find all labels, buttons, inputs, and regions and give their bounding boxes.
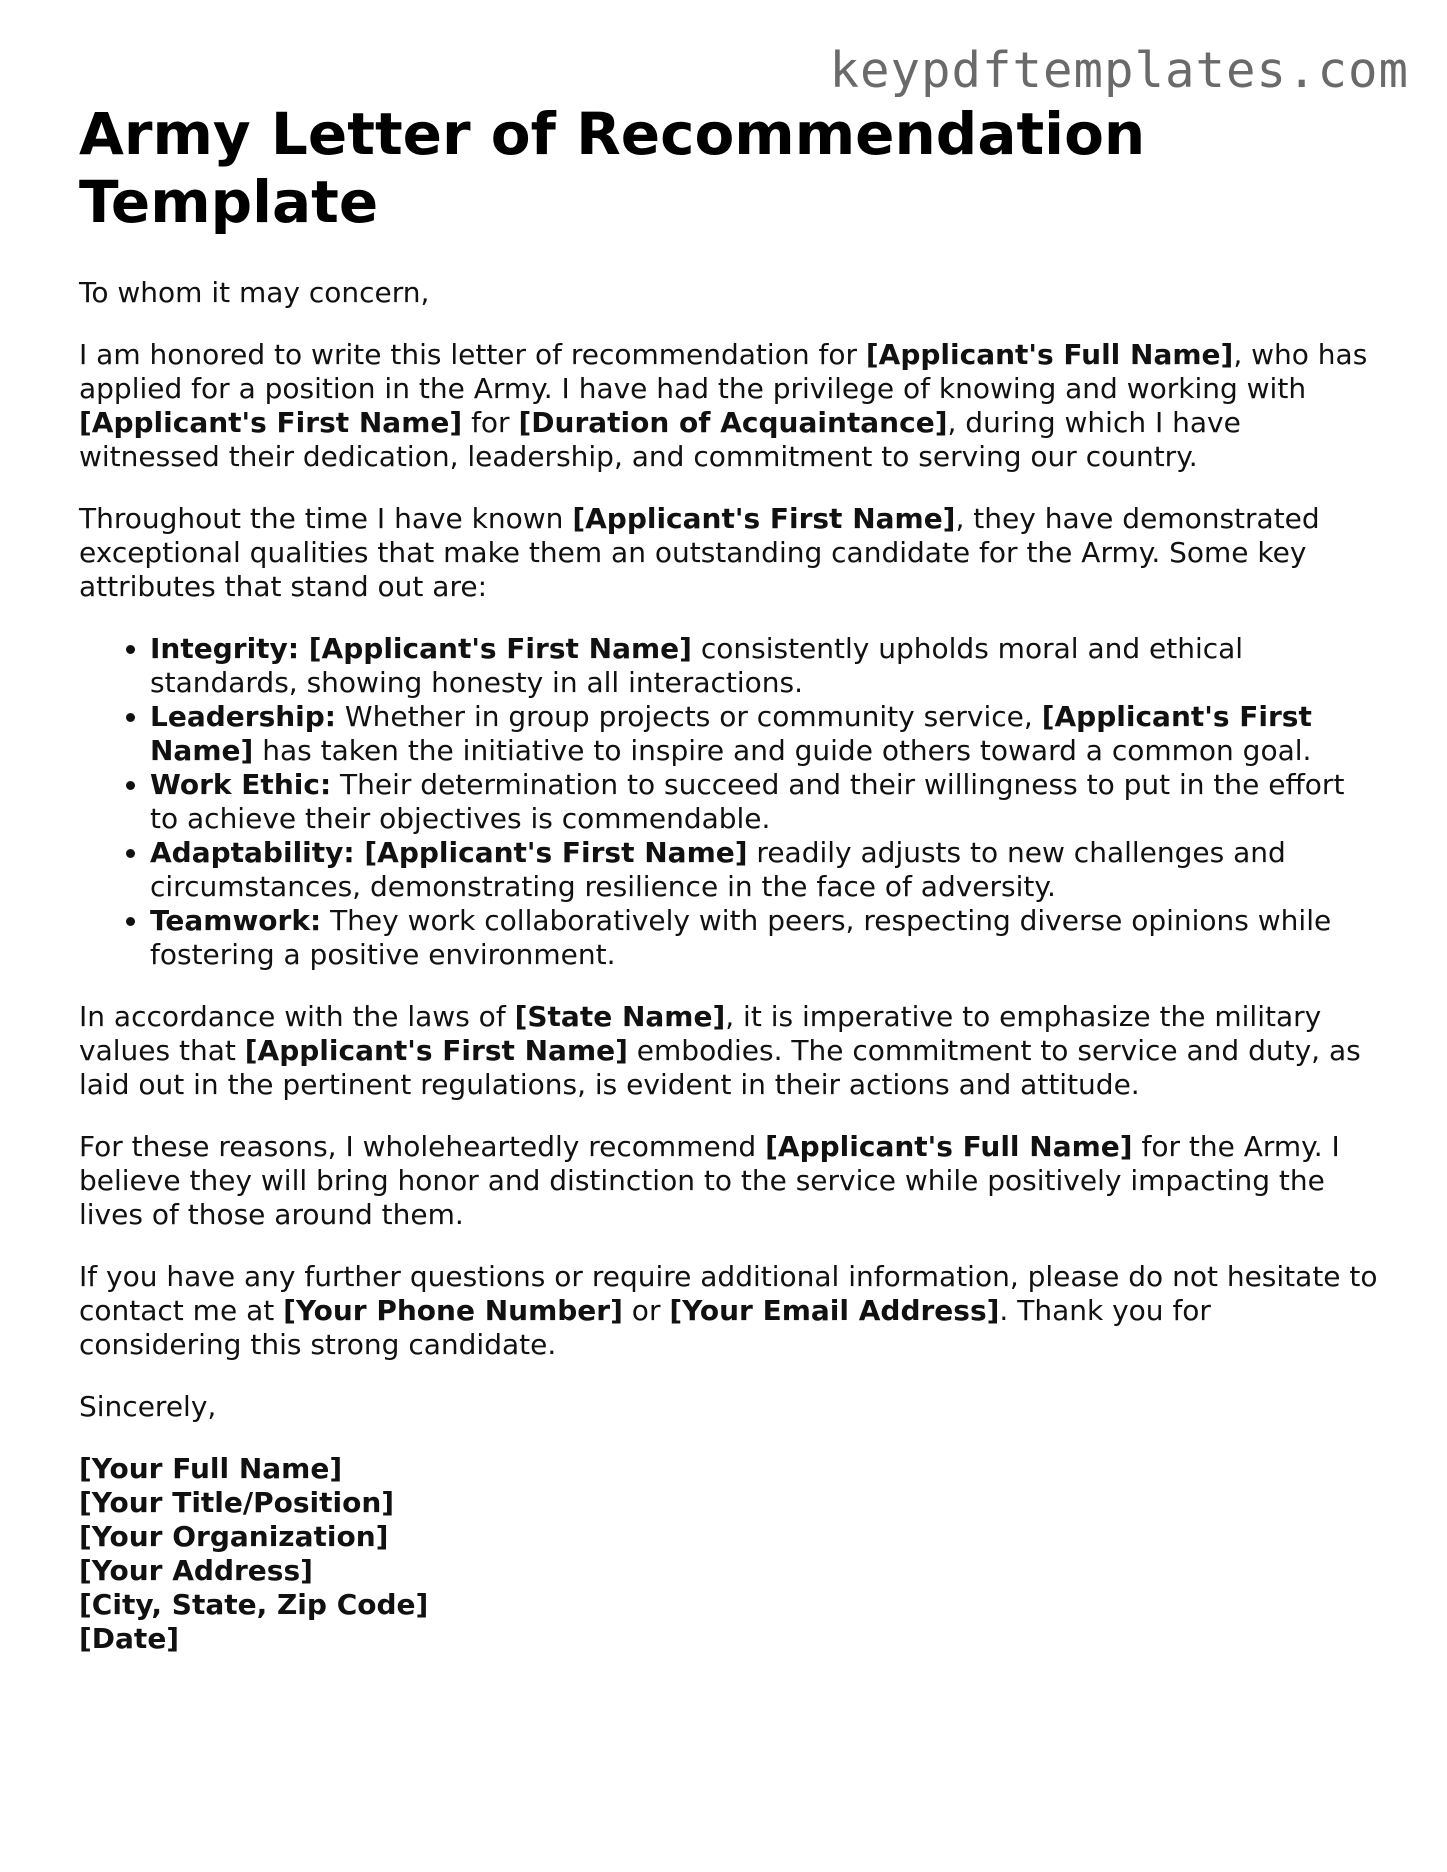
text-run: , they have demonstrated exceptional qualities that make them an outstanding candidate for the Army. Some key attributes that stand out are: bbox=[79, 502, 1320, 603]
text-run: , it is imperative to emphasize the military values that bbox=[79, 1000, 1322, 1067]
list-item bbox=[150, 904, 1379, 972]
text-run: . Thank you for considering this strong candidate. bbox=[79, 1294, 1211, 1361]
paragraph-contact bbox=[79, 1260, 1379, 1362]
letter-page bbox=[79, 100, 1379, 1656]
list-item bbox=[150, 700, 1379, 768]
placeholder-applicant-first-name: [Applicant's First Name] bbox=[354, 836, 748, 869]
paragraph-recommend bbox=[79, 1130, 1379, 1232]
paragraph-qualities bbox=[79, 502, 1379, 604]
paragraph-intro bbox=[79, 338, 1379, 474]
signature-title: [Your Title/Position] bbox=[79, 1486, 395, 1519]
signature-city-state-zip: [City, State, Zip Code] bbox=[79, 1588, 429, 1621]
signature-date: [Date] bbox=[79, 1622, 180, 1655]
salutation: To whom it may concern, bbox=[79, 276, 430, 309]
placeholder-applicant-first-name: [Applicant's First Name] bbox=[79, 406, 463, 439]
attribute-text: Their determination to succeed and their willingness to put in the effort to achieve their objectives is commendable. bbox=[150, 768, 1345, 835]
closing: Sincerely, bbox=[79, 1390, 217, 1423]
attribute-text: has taken the initiative to inspire and guide others toward a common goal. bbox=[253, 734, 1312, 767]
page-title: Army Letter of Recommendation Template bbox=[79, 100, 1146, 236]
text-run: embodies. The commitment to service and duty, as laid out in the pertinent regulations, is evident in their actions and attitude. bbox=[79, 1034, 1361, 1101]
placeholder-applicant-first-name: [Applicant's First Name] bbox=[299, 632, 692, 665]
placeholder-applicant-first-name: [Applicant's First Name] bbox=[150, 700, 1312, 767]
text-run: I am honored to write this letter of recommendation for bbox=[79, 338, 866, 371]
text-run: for bbox=[462, 406, 519, 439]
placeholder-email-address: [Your Email Address] bbox=[669, 1294, 1000, 1327]
signature-address: [Your Address] bbox=[79, 1554, 313, 1587]
attribute-label: Adaptability: bbox=[150, 836, 355, 869]
watermark: keypdftemplates.com bbox=[829, 42, 1409, 99]
text-run: Throughout the time I have known bbox=[79, 502, 573, 535]
placeholder-applicant-first-name: [Applicant's First Name] bbox=[572, 502, 956, 535]
attribute-text: They work collaboratively with peers, respecting diverse opinions while fostering a positive environment. bbox=[150, 904, 1332, 971]
placeholder-duration: [Duration of Acquaintance] bbox=[518, 406, 948, 439]
attribute-list bbox=[79, 632, 1379, 972]
text-run: for the Army. I believe they will bring honor and distinction to the service while positively impacting the lives of those around them. bbox=[79, 1130, 1340, 1231]
list-item bbox=[150, 768, 1379, 836]
list-item bbox=[150, 836, 1379, 904]
attribute-text: Whether in group projects or community service, bbox=[336, 700, 1042, 733]
placeholder-applicant-full-name: [Applicant's Full Name] bbox=[765, 1130, 1133, 1163]
attribute-text: readily adjusts to new challenges and circumstances, demonstrating resilience in the face of adversity. bbox=[150, 836, 1286, 903]
signature-block bbox=[79, 1452, 1379, 1656]
text-run: In accordance with the laws of bbox=[79, 1000, 515, 1033]
text-run: If you have any further questions or require additional information, please do not hesitate to contact me at bbox=[79, 1260, 1378, 1327]
placeholder-phone-number: [Your Phone Number] bbox=[283, 1294, 623, 1327]
placeholder-applicant-full-name: [Applicant's Full Name] bbox=[865, 338, 1234, 371]
list-item bbox=[150, 632, 1379, 700]
attribute-label: Teamwork: bbox=[150, 904, 322, 937]
text-run: For these reasons, I wholeheartedly recommend bbox=[79, 1130, 766, 1163]
placeholder-state-name: [State Name] bbox=[514, 1000, 726, 1033]
attribute-label: Leadership: bbox=[150, 700, 337, 733]
attribute-label: Integrity: bbox=[150, 632, 300, 665]
signature-organization: [Your Organization] bbox=[79, 1520, 389, 1553]
text-run: , during which I have witnessed their dedication, leadership, and commitment to serving our country. bbox=[79, 406, 1241, 473]
attribute-text: consistently upholds moral and ethical standards, showing honesty in all interactions. bbox=[150, 632, 1244, 699]
paragraph-values bbox=[79, 1000, 1379, 1102]
signature-full-name: [Your Full Name] bbox=[79, 1452, 343, 1485]
placeholder-applicant-first-name: [Applicant's First Name] bbox=[244, 1034, 628, 1067]
attribute-label: Work Ethic: bbox=[150, 768, 332, 801]
text-run: , who has applied for a position in the Army. I have had the privilege of knowing and working with bbox=[79, 338, 1368, 405]
text-run: or bbox=[622, 1294, 670, 1327]
